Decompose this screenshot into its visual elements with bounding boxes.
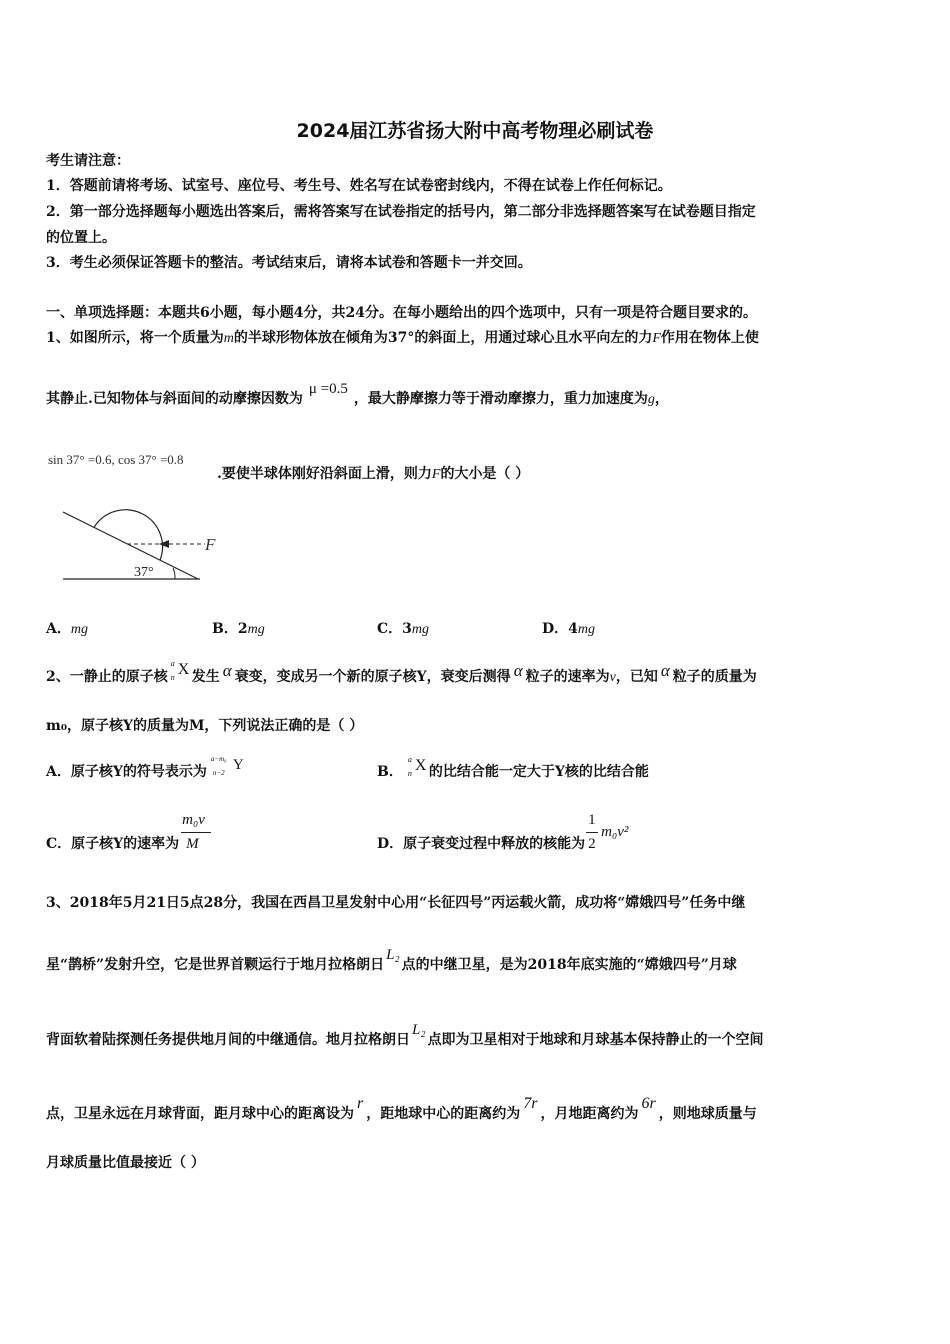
nucleus-x: a n X	[170, 659, 190, 682]
fraction: $\frac{\text{m₀v}}{M}$	[179, 835, 213, 853]
angle-label: 37°	[134, 565, 154, 580]
q1-line3: .要使半球体刚好沿斜面上滑，则力F的大小是（ ）	[217, 466, 530, 482]
q2-line1: 2、一静止的原子核 a n X 发生 α 衰变，变成另一个新的原子核Y，衰变后测得 α 粒子的速率为v，已知 α 粒子的质量为	[46, 659, 757, 685]
section-heading: 一、单项选择题：本题共6小题，每小题4分，共24分。在每小题给出的四个选项中，只有一项是符合题目要求的。	[46, 305, 757, 321]
q1-trig: sin 37° =0.6, cos 37° =0.8	[48, 452, 184, 467]
force-arrow-icon	[159, 540, 169, 548]
q2-line2: m₀，原子核Y的质量为M，下列说法正确的是（ ）	[46, 718, 364, 734]
q2-option-b: B． a n X 的比结合能一定大于Y核的比结合能	[377, 755, 649, 780]
q3-line5: 月球质量比值最接近（ ）	[46, 1155, 205, 1171]
notice-item: 的位置上。	[46, 230, 116, 246]
q3-line1: 3、2018年5月21日5点28分，我国在西昌卫星发射中心用“长征四号”丙运载火箭，成功将“嫦娥四号”任务中继	[46, 895, 746, 911]
q3-line4: 点，卫星永远在月球背面，距月球中心的距离设为r，距地球中心的距离约为7r，月地距离约为6r，则地球质量与	[46, 1095, 757, 1122]
notice-item: 2．第一部分选择题每小题选出答案后，需将答案写在试卷指定的括号内，第二部分非选择题答案写在试卷题目指定	[46, 204, 756, 220]
q2-option-c: C．原子核Y的速率为 $\frac{\text{m₀v}}{M}$	[46, 835, 213, 853]
q3-line3: 背面软着陆探测任务提供地月间的中继通信。地月拉格朗日L₂点即为卫星相对于地球和月球基本保持静止的一个空间	[46, 1022, 764, 1048]
q3-line2: 星“鹊桥”发射升空，它是世界首颗运行于地月拉格朗日L₂点的中继卫星，是为2018年底实施的“嫦娥四号”月球	[46, 947, 737, 973]
nucleus-y: a−m₀ n−2 Y	[210, 755, 244, 777]
page-title: 2024届江苏省扬大附中高考物理必刷试卷	[296, 120, 654, 142]
force-label: F	[205, 535, 216, 554]
notice-item: 3．考生必须保证答题卡的整洁。考试结束后，请将本试卷和答题卡一并交回。	[46, 255, 532, 271]
notice-heading: 考生请注意：	[46, 153, 130, 169]
fraction: 1 2 m₀v²	[588, 812, 629, 852]
q1-option-d: D．4mg	[542, 621, 596, 637]
q1-option-a: A．mg	[46, 621, 88, 637]
hemisphere	[94, 510, 163, 560]
angle-arc	[173, 568, 175, 579]
q1-line2: 其静止.已知物体与斜面间的动摩擦因数为μ =0.5，最大静摩擦力等于滑动摩擦力，重力加速度为g，	[46, 381, 669, 407]
q1-line1: 1、如图所示，将一个质量为m的半球形物体放在倾角为37°的斜面上，用通过球心且水平向左的力F作用在物体上使	[46, 330, 759, 346]
incline-line	[63, 512, 198, 579]
q1-option-c: C．3mg	[377, 621, 430, 637]
nucleus-x: a n X	[407, 755, 427, 778]
incline-figure	[55, 500, 235, 590]
notice-item: 1．答题前请将考场、试室号、座位号、考生号、姓名写在试卷密封线内，不得在试卷上作任何标记。	[46, 178, 672, 194]
q2-option-a: A．原子核Y的符号表示为 a−m₀ n−2 Y	[46, 763, 251, 781]
q2-option-d: D．原子衰变过程中释放的核能为 1 2 m₀v²	[377, 835, 647, 853]
q1-option-b: B．2mg	[212, 621, 265, 637]
